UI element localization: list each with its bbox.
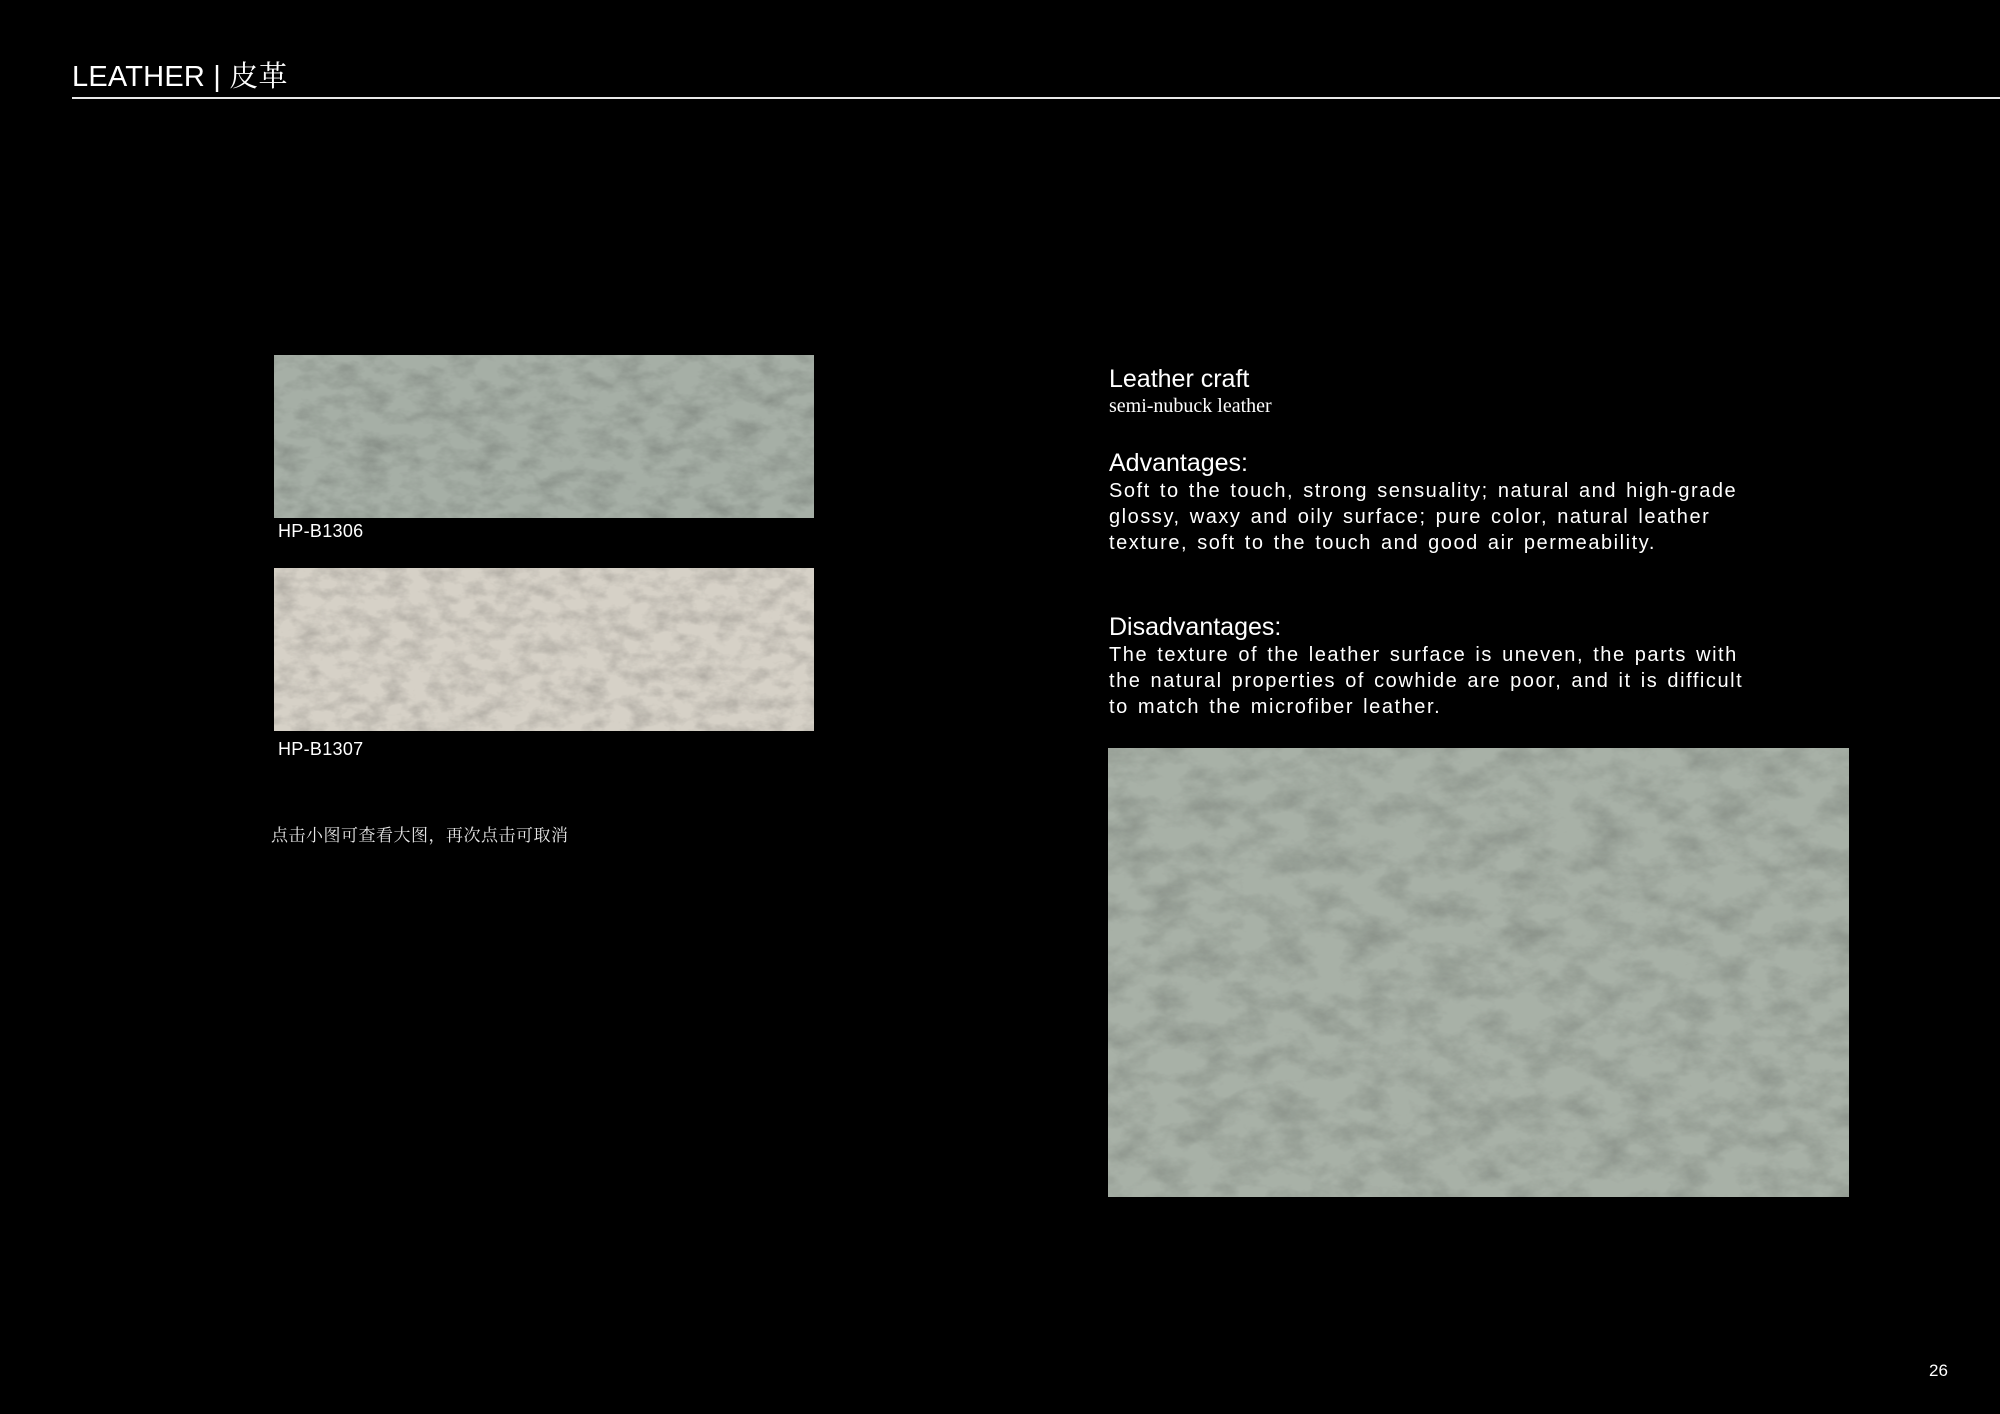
craft-title: Leather craft xyxy=(1109,365,1250,393)
leather-texture-image xyxy=(1108,748,1849,1197)
thumbnail-hint-text: 点击小图可查看大图，再次点击可取消 xyxy=(271,826,569,845)
advantages-text: Soft to the touch, strong sensuality; natural and high-grade glossy, waxy and oily surface; pure color, natural leather texture, soft to the touch and good air permeability. xyxy=(1109,480,1738,554)
advantages-heading: Advantages: xyxy=(1109,449,1248,477)
page-title: LEATHER | 皮革 xyxy=(72,61,288,93)
disadvantages-text: The texture of the leather surface is uneven, the parts with the natural properties of cowhide are poor, and it is difficult to match the microfiber leather. xyxy=(1109,644,1744,718)
swatch-thumbnail-hp-b1306[interactable] xyxy=(274,355,814,518)
header-divider xyxy=(72,97,2000,99)
swatch-code-label: HP-B1307 xyxy=(278,739,364,759)
leather-texture-image xyxy=(274,355,814,518)
page-number: 26 xyxy=(1929,1361,1948,1380)
leather-preview-image[interactable] xyxy=(1108,748,1849,1197)
leather-texture-image xyxy=(274,568,814,731)
disadvantages-heading: Disadvantages: xyxy=(1109,613,1282,641)
leather-info-panel xyxy=(1109,364,1749,720)
craft-subtitle: semi-nubuck leather xyxy=(1109,395,1272,417)
swatch-code-label: HP-B1306 xyxy=(278,521,364,541)
swatch-thumbnail-hp-b1307[interactable] xyxy=(274,568,814,731)
